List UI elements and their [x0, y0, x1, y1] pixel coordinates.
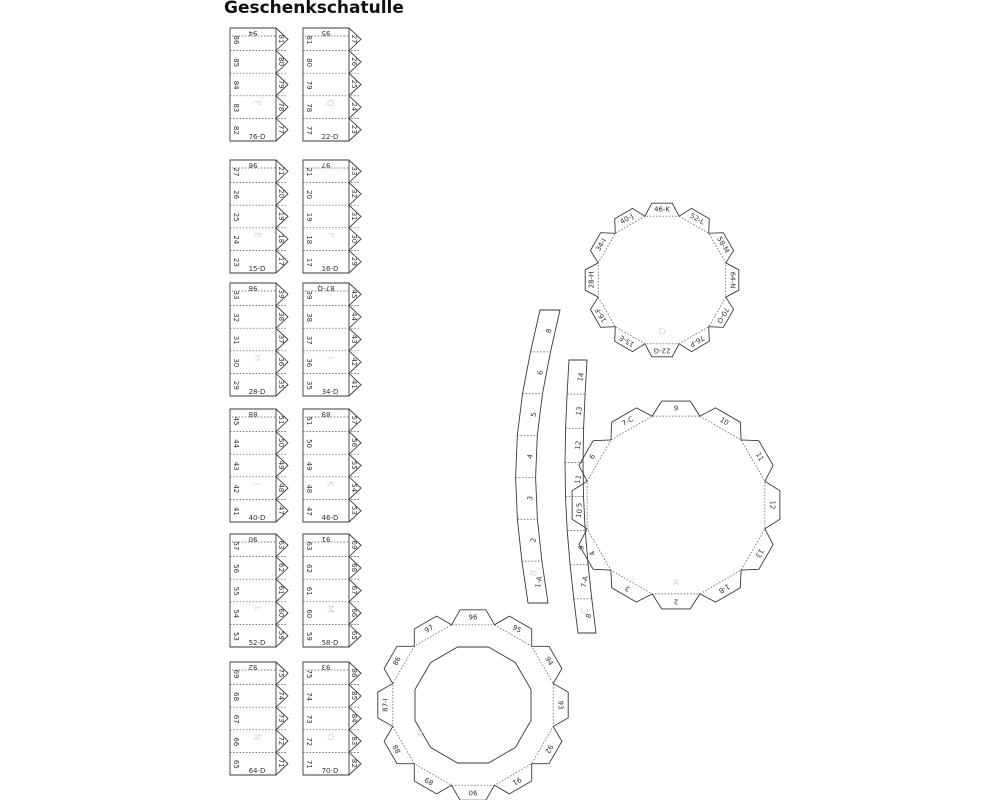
strip-right-label: 74: [277, 691, 285, 701]
panel-mark: D: [658, 327, 666, 338]
strip-left-label: 19: [305, 212, 313, 222]
strip-left-label: 44: [232, 439, 240, 449]
strip-right-label: 44: [350, 312, 358, 322]
strip-right-label: 33: [350, 166, 358, 176]
strip-left-label: 32: [232, 313, 240, 323]
strip-top-label: 89: [321, 410, 331, 418]
strip-right-label: 84: [350, 713, 358, 723]
strip-right-label: 53: [349, 505, 358, 515]
strip-top-label: 98: [248, 284, 258, 292]
panel-edge-label: 90: [468, 788, 478, 797]
strip-bottom-label: 34-D: [321, 388, 339, 396]
strip-right-label: 38: [277, 312, 285, 322]
strip-left-label: 30: [232, 358, 240, 368]
strip-top-label: 93: [321, 663, 331, 671]
panel-edge-label: 9: [673, 404, 679, 413]
strip-right-label: 23: [350, 124, 358, 134]
strip-right-label: 18: [277, 234, 285, 244]
strip-right-label: 27: [350, 34, 358, 44]
strip-right-label: 20: [277, 189, 285, 199]
strip-left-label: 56: [232, 564, 240, 574]
panel-edge-label: 4: [587, 549, 598, 558]
strip-right-label: 35: [277, 379, 285, 389]
strip-right-label: 54: [350, 483, 358, 493]
strip-right-label: 75: [277, 668, 285, 678]
strip-left-label: 67: [232, 714, 240, 724]
strip-left-label: 36: [305, 358, 313, 368]
strip-right-label: 83: [350, 736, 358, 746]
panel-edge-label: 88: [391, 742, 403, 755]
strip-right-label: 42: [350, 357, 358, 367]
panel-edge-label: 10: [718, 415, 731, 428]
strip-top-label: 96: [248, 161, 258, 169]
strip-left-label: 39: [305, 290, 313, 300]
strip-right-label: 50: [277, 438, 285, 448]
strip-left-label: 74: [305, 692, 313, 702]
strip-left-label: 81: [305, 35, 313, 45]
strip-bottom-label: 64-D: [248, 767, 266, 775]
strip-mark: I: [324, 356, 335, 360]
strip-left-label: 80: [305, 58, 313, 68]
strip-left-label: 73: [305, 714, 313, 724]
side-strip: [230, 409, 288, 522]
strip-mark: O: [324, 733, 335, 741]
side-strip: [303, 409, 361, 522]
strip-right-label: 49: [277, 460, 285, 470]
strip-right-label: 41: [350, 379, 358, 389]
panel-edge-label: 86: [391, 655, 403, 668]
band-label: 12: [573, 440, 584, 451]
strip-right-label: 85: [350, 691, 358, 701]
strip-top-label: 97: [321, 161, 331, 169]
strip-left-label: 24: [232, 235, 240, 245]
strip-right-label: 79: [277, 79, 285, 89]
panel-edge-label: 92: [543, 742, 555, 755]
strip-right-label: 66: [350, 608, 358, 618]
side-strip: [230, 28, 288, 141]
curved-band-c: [565, 360, 596, 633]
panel-edge-label: 13: [753, 547, 766, 560]
strip-right-label: 77: [277, 124, 285, 134]
panel-edge-label: 3: [623, 583, 632, 594]
strip-left-label: 79: [305, 80, 313, 90]
panel-edge-label: 46-K: [653, 205, 671, 214]
strip-bottom-label: 52-D: [248, 639, 266, 647]
strip-left-label: 35: [305, 380, 313, 390]
strip-top-label: 94: [248, 29, 258, 37]
band-label: 1-A: [534, 575, 544, 589]
panel-edge-label: 97: [423, 623, 436, 635]
panel-edge-label: 12: [768, 500, 777, 510]
strip-right-label: 82: [350, 758, 358, 768]
strip-right-label: 47: [276, 505, 285, 515]
strip-left-label: 31: [232, 335, 240, 345]
panel-edge-label: 52-L: [688, 211, 706, 227]
panel-fold-outline: [393, 625, 553, 785]
strip-mark: H: [251, 354, 262, 362]
panel-edge-label: 40-J: [618, 212, 635, 227]
strip-bottom-label: 28-D: [248, 388, 266, 396]
band-label: 14: [576, 371, 586, 383]
strip-bottom-label: 70-D: [321, 767, 339, 775]
panel-edge-label: 96: [468, 613, 478, 622]
panel-edge-label: 22-G: [653, 346, 671, 355]
strip-left-label: 85: [232, 58, 240, 68]
strip-right-label: 32: [350, 189, 358, 199]
strip-left-label: 45: [232, 416, 240, 426]
band-label: 10: [574, 508, 585, 519]
strip-mark: N: [251, 733, 262, 741]
strip-bottom-label: 16-D: [321, 265, 339, 273]
strip-mark: K: [324, 481, 335, 487]
strip-top-label: 95: [321, 29, 331, 37]
panel-edge-label: 15-E: [618, 333, 636, 349]
strip-left-label: 29: [232, 380, 240, 390]
strip-right-label: 51: [277, 415, 285, 425]
panel-edge-label: 91: [510, 775, 523, 787]
bottom-panel: [572, 401, 780, 609]
panel-edge-label: 94: [543, 655, 555, 668]
strip-bottom-label: 22-D: [321, 133, 339, 141]
strip-right-label: 78: [277, 102, 285, 112]
panel-edge-label: 89: [423, 775, 436, 787]
strip-right-label: 45: [350, 289, 358, 299]
strip-left-label: 48: [305, 484, 313, 494]
strip-left-label: 21: [305, 167, 313, 177]
panel-edge-label: 7-C: [620, 415, 635, 428]
strip-right-label: 31: [350, 211, 358, 221]
strip-right-label: 72: [277, 736, 285, 746]
strip-left-label: 54: [232, 609, 240, 619]
strip-left-label: 82: [232, 125, 240, 135]
side-strip: [230, 283, 288, 396]
strip-left-label: 51: [305, 416, 313, 426]
panel-edge-label: 16-F: [593, 306, 609, 324]
strip-left-label: 25: [232, 212, 240, 222]
strip-mark: P: [251, 100, 262, 106]
strip-left-label: 41: [231, 506, 240, 516]
strip-left-label: 43: [232, 461, 240, 471]
strip-right-label: 48: [277, 483, 285, 493]
panel-edge-label: 11: [753, 450, 766, 463]
strip-left-label: 65: [232, 759, 240, 769]
strip-right-label: 24: [350, 102, 358, 112]
strip-right-label: 43: [350, 334, 358, 344]
panel-edge-label: 5: [575, 502, 584, 508]
strip-mark: E: [251, 232, 262, 238]
strip-left-label: 27: [232, 167, 240, 177]
strip-right-label: 39: [277, 289, 285, 299]
panel-cut-outline: [378, 610, 568, 800]
strip-right-label: 65: [350, 630, 358, 640]
strip-bottom-label: 76-D: [248, 133, 266, 141]
strip-left-label: 55: [232, 586, 240, 596]
strip-left-label: 75: [305, 669, 313, 679]
strip-left-label: 66: [232, 737, 240, 747]
strip-mark: L: [251, 606, 262, 612]
side-strip: [303, 662, 361, 775]
panel-edge-label: 76-P: [688, 333, 706, 349]
strip-bottom-label: 46-D: [321, 514, 339, 522]
strip-right-label: 71: [277, 758, 285, 768]
side-strip: [303, 28, 361, 141]
strip-left-label: 47: [304, 506, 313, 516]
side-strip: [230, 160, 288, 273]
strip-left-label: 38: [305, 313, 313, 323]
strip-right-label: 21: [277, 166, 285, 176]
strip-right-label: 67: [350, 585, 358, 595]
band-label: 5: [529, 411, 539, 418]
strip-mark: J: [251, 482, 262, 486]
band-label: 11: [573, 474, 583, 485]
strip-left-label: 60: [305, 609, 313, 619]
side-strip: [303, 534, 361, 647]
strip-mark: F: [324, 232, 335, 238]
lid-panel: [585, 203, 739, 357]
strip-left-label: 71: [305, 759, 313, 769]
strip-left-label: 69: [232, 669, 240, 679]
strip-left-label: 83: [232, 103, 240, 113]
page-title: Geschenkschatulle: [224, 0, 404, 18]
strip-left-label: 50: [305, 439, 313, 449]
panel-edge-label: 34-I: [594, 237, 608, 253]
strip-right-label: 86: [350, 668, 358, 678]
frame-panel: [378, 610, 568, 800]
panel-edge-label: 6: [587, 452, 598, 461]
strip-left-label: 78: [305, 103, 313, 113]
strip-left-label: 33: [232, 290, 240, 300]
strip-left-label: 61: [305, 586, 313, 596]
strip-right-label: 17: [277, 256, 285, 266]
strip-left-label: 68: [232, 692, 240, 702]
strip-left-label: 26: [232, 190, 240, 200]
band-label: 8: [584, 613, 594, 619]
band-label: 3: [526, 495, 535, 502]
strip-top-label: 92: [248, 663, 258, 671]
band-label: 8: [544, 328, 554, 334]
panel-mark: R: [416, 730, 424, 741]
strip-right-label: 61: [277, 585, 285, 595]
band-mark: B: [528, 569, 540, 578]
frame-inner-cutout: [415, 647, 531, 763]
strip-right-label: 63: [277, 540, 285, 550]
strip-right-label: 69: [350, 540, 358, 550]
strip-right-label: 68: [350, 563, 358, 573]
strip-left-label: 18: [305, 235, 313, 245]
strip-right-label: 59: [277, 630, 285, 640]
curved-band-b: [516, 310, 560, 603]
strip-left-label: 62: [305, 564, 313, 574]
panel-mark: A: [672, 578, 680, 589]
strip-left-label: 59: [305, 631, 313, 641]
strip-left-label: 84: [232, 80, 240, 90]
strip-left-label: 53: [232, 631, 240, 641]
panel-edge-label: 64-N: [728, 271, 737, 289]
strip-right-label: 62: [277, 563, 285, 573]
panel-edge-label: 1-B: [717, 582, 732, 595]
panel-edge-label: 70-O: [715, 305, 731, 325]
band-mark: C: [579, 606, 591, 615]
strip-bottom-label: 15-D: [248, 265, 266, 273]
strip-right-label: 26: [350, 57, 358, 67]
strip-bottom-label: 58-D: [321, 639, 339, 647]
strip-right-label: 25: [350, 79, 358, 89]
strip-left-label: 23: [232, 257, 240, 267]
band-label: 9: [577, 544, 586, 551]
strip-right-label: 19: [277, 211, 285, 221]
strip-top-label: 90: [248, 535, 258, 543]
strip-right-label: 36: [277, 357, 285, 367]
strip-left-label: 77: [305, 125, 313, 135]
strip-right-label: 57: [350, 415, 358, 425]
strip-right-label: 30: [350, 234, 358, 244]
strip-mark: M: [324, 605, 335, 613]
band-label: 4: [526, 453, 535, 460]
band-label: 13: [574, 406, 585, 417]
strip-mark: Q: [324, 99, 335, 107]
strip-right-label: 60: [277, 608, 285, 618]
strip-right-label: 80: [277, 57, 285, 67]
panel-edge-label: 28-H: [587, 271, 596, 289]
strip-top-label: 87-Q: [317, 284, 335, 292]
band-label: 7-A: [580, 575, 590, 589]
strip-bottom-label: 40-D: [248, 514, 266, 522]
strip-left-label: 17: [305, 257, 313, 267]
strip-left-label: 57: [232, 541, 240, 551]
panel-edge-label: 2: [673, 597, 679, 606]
band-label: 6: [536, 369, 545, 376]
strip-left-label: 42: [232, 484, 240, 494]
side-strip: [230, 534, 288, 647]
strip-left-label: 20: [305, 190, 313, 200]
side-strip: [303, 283, 361, 396]
strip-left-label: 86: [232, 35, 240, 45]
panel-edge-label: 95: [510, 623, 523, 635]
strip-top-label: 88: [248, 410, 258, 418]
strip-left-label: 37: [305, 335, 313, 345]
strip-top-label: 91: [321, 535, 331, 543]
strip-right-label: 73: [277, 713, 285, 723]
strip-right-label: 55: [350, 460, 358, 470]
strip-right-label: 56: [350, 438, 358, 448]
strip-left-label: 72: [305, 737, 313, 747]
side-strip: [303, 160, 361, 273]
panel-edge-label: 87-I: [381, 698, 390, 712]
strip-right-label: 29: [350, 256, 358, 266]
panel-edge-label: 58-M: [715, 235, 731, 255]
band-outline: [516, 310, 560, 603]
panel-fold-outline: [587, 416, 765, 594]
strip-left-label: 49: [305, 461, 313, 471]
panel-edge-label: 93: [556, 700, 565, 710]
panel-fold-outline: [598, 216, 726, 344]
strip-right-label: 81: [277, 34, 285, 44]
strip-right-label: 37: [277, 334, 285, 344]
band-label: 2: [529, 537, 538, 544]
strip-left-label: 63: [305, 541, 313, 551]
side-strip: [230, 662, 288, 775]
